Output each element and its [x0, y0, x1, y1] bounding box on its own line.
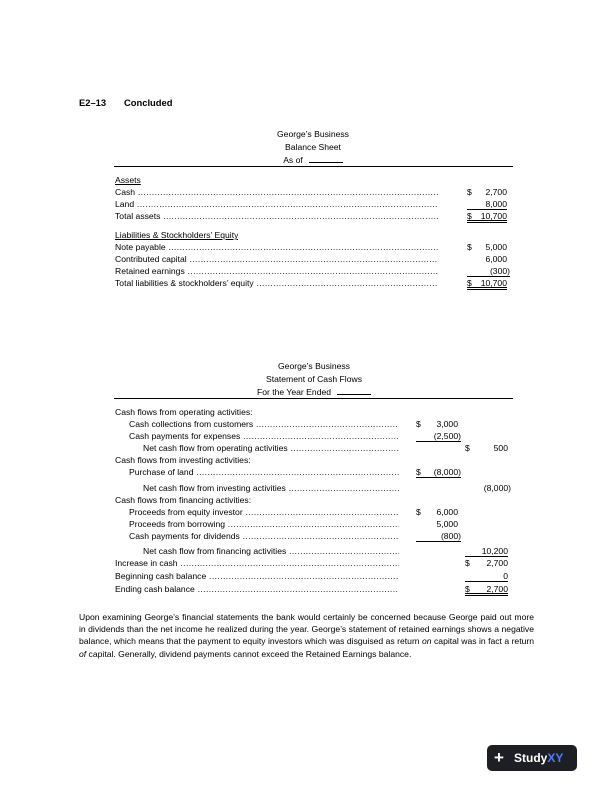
- cash-row: Cash ..... $ 2,700: [115, 186, 515, 198]
- date-blank: [309, 153, 343, 163]
- beginning-balance-row: Beginning cash balance ..... 0: [115, 570, 519, 582]
- equity-investor-row: Proceeds from equity investor ..... $ 6,000: [129, 506, 519, 518]
- cf-title-rule: [114, 398, 513, 399]
- emphasis-on: on: [422, 636, 432, 647]
- conclusion-paragraph: Upon examining George’s financial statements the bank would certainly be concerned because George paid out more in dividends than the net income he realized during the year. George’s statement of retained earnings shows a negative balance, which means that the payment to equity investors which was disguised as return on capital was in fact a return of capital. Generally, dividend payments cannot exceed the Retained Earnings balance.: [79, 612, 535, 659]
- emphasis-of: of: [79, 648, 87, 659]
- bs-title-company: George’s Business: [277, 129, 349, 139]
- borrowing-row: Proceeds from borrowing ..... 5,000: [129, 518, 519, 530]
- increase-row: Increase in cash ..... $ 2,700: [115, 557, 519, 569]
- studyxy-logo[interactable]: [487, 745, 577, 771]
- cf-title-company: George’s Business: [278, 361, 350, 371]
- purchase-land-row: Purchase of land ..... $ (8,000): [129, 466, 519, 478]
- bs-title-statement: Balance Sheet: [285, 141, 341, 152]
- cash-flow-title: [235, 360, 393, 399]
- cf-title-statement: Statement of Cash Flows: [265, 373, 362, 384]
- bs-title-date: As of: [234, 153, 392, 167]
- total-assets-row: Total assets ..... $ 10,700: [115, 210, 515, 222]
- ending-balance-row: Ending cash balance ..... $ 2,700: [115, 583, 519, 595]
- net-financing-row: Net cash flow from financing activities ..... 10,200: [143, 545, 519, 557]
- total-liabilities-equity-row: Total liabilities & stockholders’ equity ..... $ 10,700: [115, 277, 515, 289]
- expense-payments-row: Cash payments for expenses ..... (2,500): [129, 430, 519, 442]
- assets-header: Assets: [115, 175, 141, 185]
- exercise-number: E2–13: [79, 97, 107, 108]
- liabilities-header: Liabilities & Stockholders’ Equity: [115, 230, 239, 240]
- period-blank: [337, 385, 371, 395]
- dividends-row: Cash payments for dividends ..... (800): [129, 530, 519, 542]
- logo-text: StudyXY: [514, 751, 564, 765]
- net-investing-row: Net cash flow from investing activities ..... (8,000): [143, 482, 519, 494]
- land-row: Land ..... 8,000: [115, 198, 515, 210]
- exercise-status: Concluded: [124, 97, 173, 108]
- bs-title-rule: [114, 166, 513, 167]
- financing-header: Cash flows from financing activities:: [115, 495, 252, 505]
- cf-title-period: For the Year Ended: [235, 385, 393, 399]
- note-payable-row: Note payable ..... $ 5,000: [115, 241, 515, 253]
- operating-header: Cash flows from operating activities:: [115, 407, 253, 417]
- contributed-capital-row: Contributed capital ..... 6,000: [115, 253, 515, 265]
- net-operating-row: Net cash flow from operating activities ..... $ 500: [143, 442, 519, 454]
- collections-row: Cash collections from customers ..... $ 3,000: [129, 418, 519, 430]
- plus-icon: +: [494, 748, 504, 767]
- exercise-heading: [79, 97, 172, 108]
- retained-earnings-row: Retained earnings ..... (300): [115, 265, 515, 277]
- balance-sheet-title: [234, 128, 392, 167]
- investing-header: Cash flows from investing activities:: [115, 455, 251, 465]
